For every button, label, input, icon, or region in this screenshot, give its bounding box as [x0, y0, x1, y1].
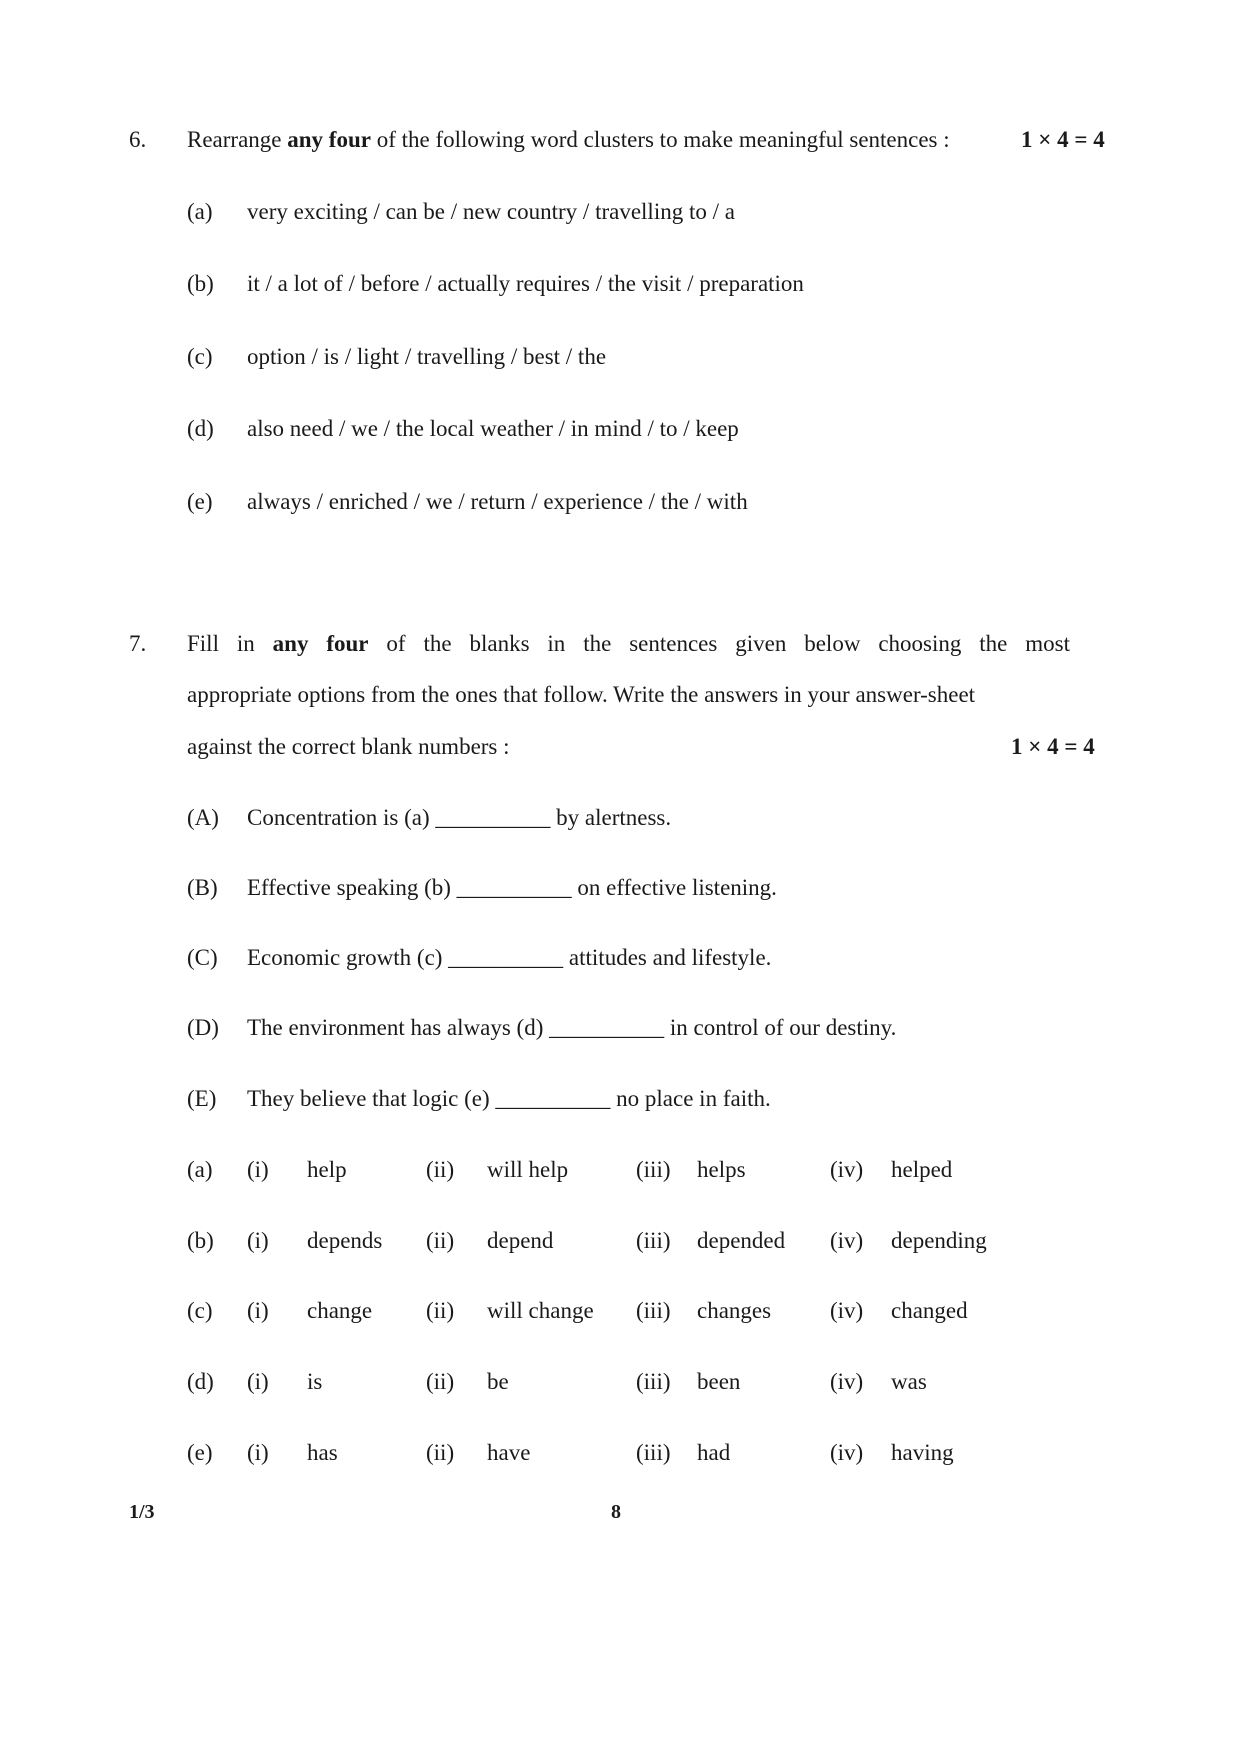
question-7-instruction-line3: against the correct blank numbers : [187, 734, 510, 759]
q6-item-label: (a) [187, 199, 213, 224]
option-text: depended [697, 1228, 786, 1253]
option-numeral: (i) [247, 1440, 269, 1465]
q7-sentence-text: The environment has always (d) __________ in control of our destiny. [247, 1015, 897, 1040]
option-text: is [307, 1369, 323, 1394]
option-text: been [697, 1369, 741, 1394]
option-numeral: (iv) [830, 1440, 864, 1465]
option-text: be [487, 1369, 509, 1394]
q7-sentence-text: Effective speaking (b) __________ on effective listening. [247, 875, 777, 900]
q7-sentence-text: Economic growth (c) __________ attitudes and lifestyle. [247, 945, 772, 970]
option-text: helps [697, 1157, 746, 1182]
q6-item-text: option / is / light / travelling / best / the [247, 344, 607, 369]
option-numeral: (iii) [636, 1440, 671, 1465]
q7-sentence-label: (E) [187, 1086, 217, 1111]
option-numeral: (iv) [830, 1298, 864, 1323]
q6-item-text: very exciting / can be / new country / travelling to / a [247, 199, 735, 224]
option-numeral: (i) [247, 1369, 269, 1394]
q6-item-label: (d) [187, 416, 214, 441]
option-numeral: (iii) [636, 1157, 671, 1182]
q7-sentence-label: (A) [187, 805, 219, 830]
question-7-instruction-line1: Fill in any four of the blanks in the sentences given below choosing the most [187, 631, 1071, 656]
question-7-number: 7. [129, 631, 147, 656]
option-text: depend [487, 1228, 554, 1253]
option-numeral: (ii) [426, 1369, 455, 1394]
question-7-marks: 1 × 4 = 4 [1011, 734, 1095, 759]
q6-item-label: (e) [187, 489, 213, 514]
paper-code: 1/3 [129, 1501, 155, 1523]
option-text: will change [487, 1298, 594, 1323]
option-row-label: (c) [187, 1298, 213, 1323]
question-6-number: 6. [129, 127, 147, 152]
option-numeral: (iii) [636, 1228, 671, 1253]
option-text: helped [891, 1157, 953, 1182]
q6-item-label: (c) [187, 344, 213, 369]
option-text: has [307, 1440, 338, 1465]
option-text: depends [307, 1228, 383, 1253]
option-text: change [307, 1298, 373, 1323]
option-row-label: (e) [187, 1440, 213, 1465]
question-6-marks: 1 × 4 = 4 [1021, 127, 1105, 152]
option-text: help [307, 1157, 347, 1182]
option-numeral: (iv) [830, 1157, 864, 1182]
option-text: having [891, 1440, 954, 1465]
option-numeral: (iii) [636, 1298, 671, 1323]
option-text: have [487, 1440, 531, 1465]
question-7-instruction-line2: appropriate options from the ones that follow. Write the answers in your answer-sheet [187, 682, 976, 707]
option-text: had [697, 1440, 731, 1465]
option-text: changes [697, 1298, 772, 1323]
option-row-label: (b) [187, 1228, 214, 1253]
option-row-label: (a) [187, 1157, 213, 1182]
option-text: depending [891, 1228, 987, 1253]
option-numeral: (iv) [830, 1228, 864, 1253]
option-numeral: (iii) [636, 1369, 671, 1394]
q6-item-text: it / a lot of / before / actually requires / the visit / preparation [247, 271, 804, 296]
q7-sentence-text: Concentration is (a) __________ by alertness. [247, 805, 672, 830]
option-numeral: (ii) [426, 1298, 455, 1323]
q7-sentence-label: (C) [187, 945, 218, 970]
option-numeral: (ii) [426, 1440, 455, 1465]
page-number: 8 [611, 1501, 621, 1523]
q7-sentence-label: (D) [187, 1015, 219, 1040]
option-numeral: (iv) [830, 1369, 864, 1394]
option-numeral: (ii) [426, 1157, 455, 1182]
q6-item-text: also need / we / the local weather / in mind / to / keep [247, 416, 739, 441]
q6-item-text: always / enriched / we / return / experience / the / with [247, 489, 748, 514]
option-text: was [891, 1369, 927, 1394]
option-row-label: (d) [187, 1369, 214, 1394]
option-numeral: (i) [247, 1157, 269, 1182]
option-numeral: (i) [247, 1298, 269, 1323]
question-6-instruction: Rearrange any four of the following word clusters to make meaningful sentences : [187, 127, 950, 152]
q7-sentence-label: (B) [187, 875, 218, 900]
option-text: changed [891, 1298, 968, 1323]
q6-item-label: (b) [187, 271, 214, 296]
option-numeral: (i) [247, 1228, 269, 1253]
q7-sentence-text: They believe that logic (e) __________ no place in faith. [247, 1086, 771, 1111]
option-text: will help [487, 1157, 569, 1182]
option-numeral: (ii) [426, 1228, 455, 1253]
